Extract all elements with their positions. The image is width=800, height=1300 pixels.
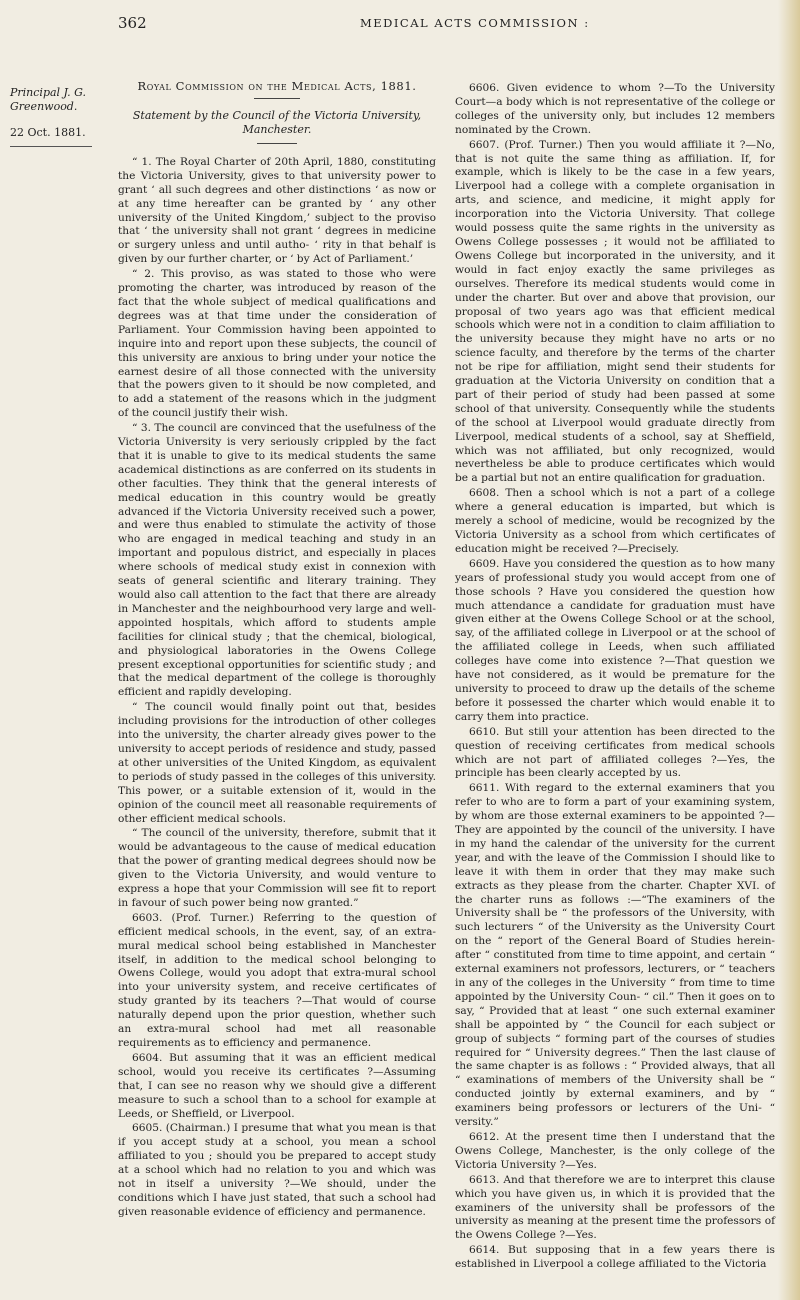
paragraph: “ 1. The Royal Charter of 20th April, 1880, constituting the Victoria University, gives to that university power to grant ‘ all such degrees and other distinctions ‘ as now or at any time hereafter can be granted by ‘ any other university of the United Kingdom,’ subject to the proviso that ‘ the university shall not grant ‘ degrees in medicine or surgery unless and until autho- ‘ rity in that behalf is given by our further charter, or ‘ by Act of Parliament.’: [118, 155, 436, 266]
paragraph: 6609. Have you considered the question as to how many years of professional study you would accept from one of those schools ? Have you considered the question how much attendance a candidate for graduation must have given either at the Owens College School or at the school, say, of the affiliated college in Liverpool or at the school of the affiliated college in Leeds, when such affiliated colleges have come into existence ?—That question we have not considered, as it would be premature for the university to proceed to draw up the details of the scheme before it possessed the charter which would enable it to carry them into practice.: [455, 557, 775, 723]
page-header: [0, 14, 800, 34]
title-rule: [254, 98, 300, 99]
paragraph: 6608. Then a school which is not a part of a college where a general education is imparted, but which is merely a school of medicine, would be recognized by the Victoria University as a school from which certificates of education might be received ?—Precisely.: [455, 487, 775, 555]
paragraph: 6606. Given evidence to whom ?—To the University Court—a body which is not representative of the college or colleges of the university only, but includes 12 members nominated by the Crown.: [455, 82, 775, 136]
paragraph: 6603. (Prof. Turner.) Referring to the question of efficient medical schools, in the event, say, of an extra-mural medical school being established in Manchester itself, in addition to the medical school belonging to Owens College, would you adopt that extra-mural school into your university system, and receive certificates of study granted by its teachers ?—That would of course naturally depend upon the prior question, whether such an extra-mural school had met all reasonable requirements as to efficiency and permanence.: [118, 911, 436, 1049]
margin-note: [10, 86, 94, 147]
paragraph: 6607. (Prof. Turner.) Then you would affiliate it ?—No, that is not quite the same thing as affiliation. If, for example, which is likely to be the case in a few years, Liverpool had a college with a complete organisation in arts, and science, and medicine, it might apply for incorporation into the Victoria University. That college would possess quite the same rights in the university as Owens College possesses ; it would not be affiliated to Owens College but incorporated in the university, and it would in fact enjoy exactly the same privileges as ourselves. Therefore its medical students would come in under the charter. But over and above that provision, our proposal of two years ago was that efficient medical schools which were not in a condition to claim affiliation to the university because they might have no arts or no science faculty, and therefore by the terms of the charter not be ripe for affiliation, might send their students for graduation at the Victoria University on condition that a part of their period of study had been passed at some school of that university. Consequently while the students of the school at Liverpool would graduate directly from Liverpool, medical students of a school, say at Sheffield, which was not affiliated, but only recognized, would nevertheless be able to produce certificates which would be a partial but not an entire qualification for graduation.: [455, 138, 775, 485]
paragraph: 6604. But assuming that it was an efficient medical school, would you receive its certificates ?—Assuming that, I can see no reason why we should give a different measure to such a school than to a school for example at Leeds, or Sheffield, or Liverpool.: [118, 1051, 436, 1120]
paragraph: 6605. (Chairman.) I presume that what you mean is that if you accept study at a school, you mean a school affiliated to you ; should you be prepared to accept study at a school which had no relation to you and which was not in itself a university ?—We should, under the conditions which I have just stated, that such a school had given reasonable evidence of efficiency and permanence.: [118, 1122, 436, 1218]
margin-witness: Principal J. G. Greenwood.: [10, 86, 86, 113]
page-number: 362: [118, 14, 147, 32]
paragraph: 6610. But still your attention has been directed to the question of receiving certificates from medical schools which are not part of affiliated colleges ?—Yes, the principle has been clearly accepted by us.: [455, 725, 775, 780]
paragraph: 6612. At the present time then I understand that the Owens College, Manchester, is the only college of the Victoria University ?—Yes.: [455, 1130, 775, 1171]
margin-date: 22 Oct. 1881.: [10, 126, 86, 139]
running-title: MEDICAL ACTS COMMISSION :: [360, 16, 590, 30]
statement-heading: Statement by the Council of the Victoria University, Manchester.: [132, 108, 422, 136]
paragraph: “ The council would finally point out that, besides including provisions for the introduction of other colleges into the university, the charter already gives power to the university to accept periods of residence and study, passed at other universities of the United Kingdom, as equivalent to periods of study passed in the colleges of this university. This power, or a suitable extension of it, would in the opinion of the council meet all reasonable requirements of other efficient medical schools.: [118, 701, 436, 825]
paragraph: 6614. But supposing that in a few years there is established in Liverpool a college affiliated to the Victoria: [455, 1244, 775, 1271]
margin-rule: [10, 146, 92, 147]
paragraph: “ The council of the university, therefore, submit that it would be advantageous to the cause of medical education that the power of granting medical degrees should now be given to the Victoria University, and would venture to express a hope that your Commission will see fit to report in favour of such power being now granted.”: [118, 827, 436, 909]
paragraph: “ 3. The council are convinced that the usefulness of the Victoria University is very seriously crippled by the fact that it is unable to give to its medical students the same academical distinctions as are conferred on its students in other faculties. They think that the general interests of medical education in this country would be greatly advanced if the Victoria University received such a power, and were thus enabled to stimulate the activity of those who are engaged in medical teaching and study in an important and populous district, and especially in places where schools of medical study exist in connexion with seats of general scientific and literary training. They would also call attention to the fact that there are already in Manchester and the neighbourhood very large and well-appointed hospitals, which afford to students ample facilities for clinical study ; that the chemical, biological, and physiological laboratories in the Owens College present exceptional opportunities for scientific study ; and that the medical department of the college is thoroughly efficient and rapidly developing.: [118, 422, 436, 699]
section-title: Royal Commission on the Medical Acts, 1881.: [137, 79, 417, 93]
paragraph: 6613. And that therefore we are to interpret this clause which you have given us, in which it is provided that the examiners of the university shall be professors of the university as meaning at the present time the professors of the Owens College ?—Yes.: [455, 1173, 775, 1242]
page-edge-shade: [778, 0, 800, 1300]
right-column: [455, 82, 775, 1272]
statement-rule: [257, 143, 297, 144]
paragraph: “ 2. This proviso, as was stated to those who were promoting the charter, was introduced by reason of the fact that the whole subject of medical qualifications and degrees was at that time under the consideration of Parliament. Your Commission having been appointed to inquire into and report upon these subjects, the council of this university are anxious to bring under your notice the earnest desire of all those connected with the university that the powers given to it should be now completed, and to add a statement of the reasons which in the judgment of the council justify their wish.: [118, 268, 436, 420]
left-column: [118, 80, 436, 1220]
paragraph: 6611. With regard to the external examiners that you refer to who are to form a part of your examining system, by whom are those external examiners to be appointed ?—They are appointed by the council of the university. I have in my hand the calendar of the university for the current year, and with the leave of the Commission I should like to leave it with them in order that they may make such extracts as they please from the charter. Chapter XVI. of the charter runs as follows :—“The examiners of the University shall be “ the professors of the University, with such lecturers “ of the University as the University Court on the “ report of the General Board of Studies herein-after “ constituted from time to time appoint, and certain “ external examiners not professors, lecturers, or “ teachers in any of the colleges in the University “ from time to time appointed by the University Coun- “ cil.” Then it goes on to say, “ Provided that at least “ one such external examiner shall be appointed by “ the Council for each subject or group of subjects “ forming part of the courses of studies required for “ University degrees.” Then the last clause of the same chapter is as follows : “ Provided always, that all “ examinations of members of the University shall be “ conducted jointly by external examiners, and by “ examiners being professors or lecturers of the Uni- “ versity.”: [455, 782, 775, 1129]
